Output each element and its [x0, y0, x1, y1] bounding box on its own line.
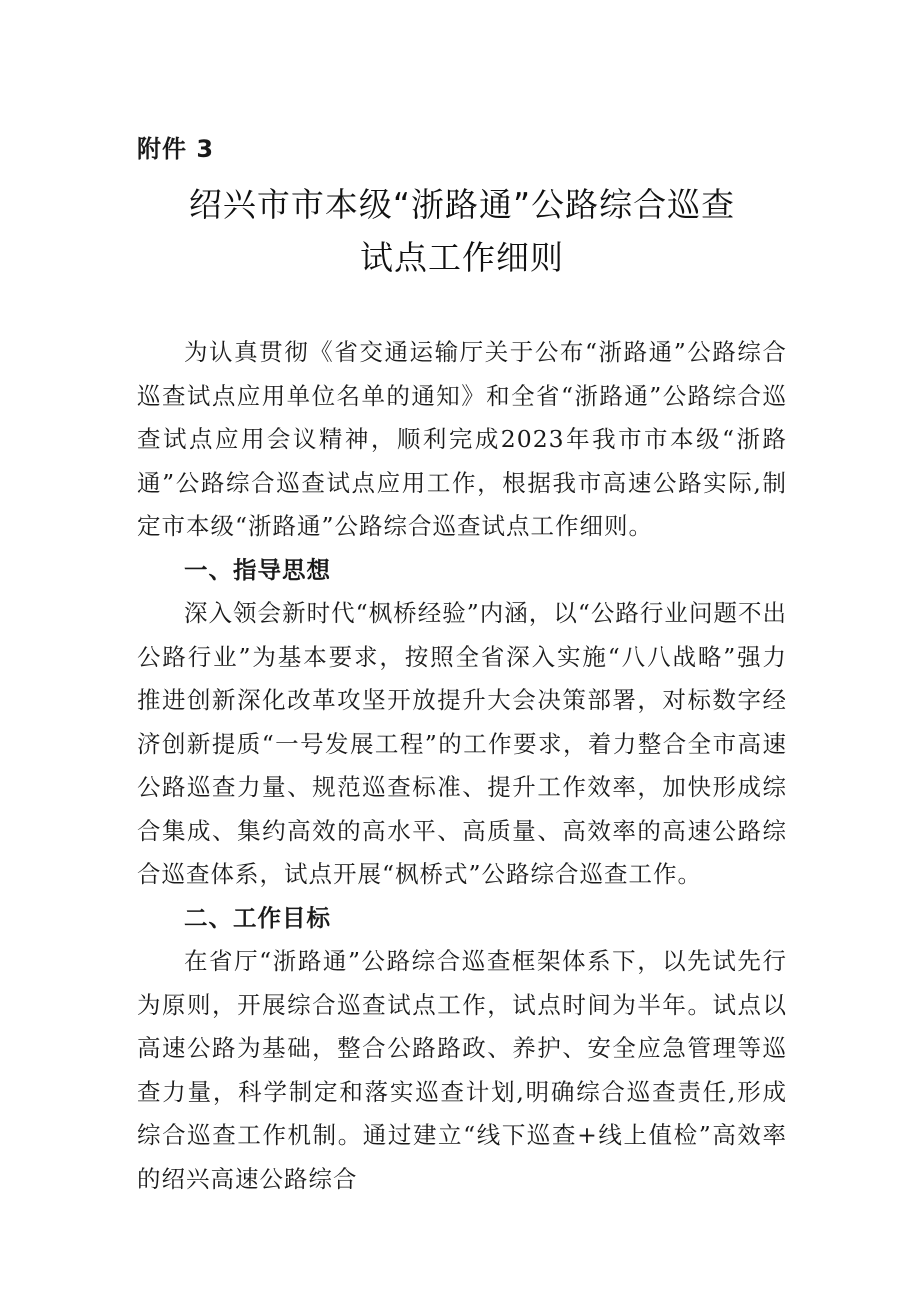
document-body	[137, 331, 787, 1201]
section-heading-guiding-thought: 一、指导思想	[184, 555, 331, 584]
section-paragraph-work-goals: 在省厅“浙路通”公路综合巡查框架体系下，以先试先行为原则，开展综合巡查试点工作，试点时间为半年。试点以高速公路为基础，整合公路路政、养护、安全应急管理等巡查力量，科学制定和落实巡查计划,明确综合巡查责任,形成综合巡查工作机制。通过建立“线下巡查+线上值检”高效率的绍兴高速公路综合	[137, 947, 787, 1193]
section-heading-work-goals: 二、工作目标	[184, 903, 331, 932]
document-title-line2: 试点工作细则	[360, 238, 564, 277]
document-title-line1: 绍兴市市本级“浙路通”公路综合巡查	[188, 185, 736, 224]
attachment-label: 附件 3	[137, 135, 215, 163]
section-paragraph-guiding-thought: 深入领会新时代“枫桥经验”内涵，以“公路行业问题不出公路行业”为基本要求，按照全省深入实施“八八战略”强力推进创新深化改革攻坚开放提升大会决策部署，对标数字经济创新提质“一号发展工程”的工作要求，着力整合全市高速公路巡查力量、规范巡查标准、提升工作效率，加快形成综合集成、集约高效的高水平、高质量、高效率的高速公路综合巡查体系，试点开展“枫桥式”公路综合巡查工作。	[137, 599, 787, 888]
intro-paragraph: 为认真贯彻《省交通运输厅关于公布“浙路通”公路综合巡查试点应用单位名单的通知》和全省“浙路通”公路综合巡查试点应用会议精神，顺利完成2023年我市市本级“浙路通”公路综合巡查试点应用工作，根据我市高速公路实际,制定市本级“浙路通”公路综合巡查试点工作细则。	[137, 338, 787, 540]
